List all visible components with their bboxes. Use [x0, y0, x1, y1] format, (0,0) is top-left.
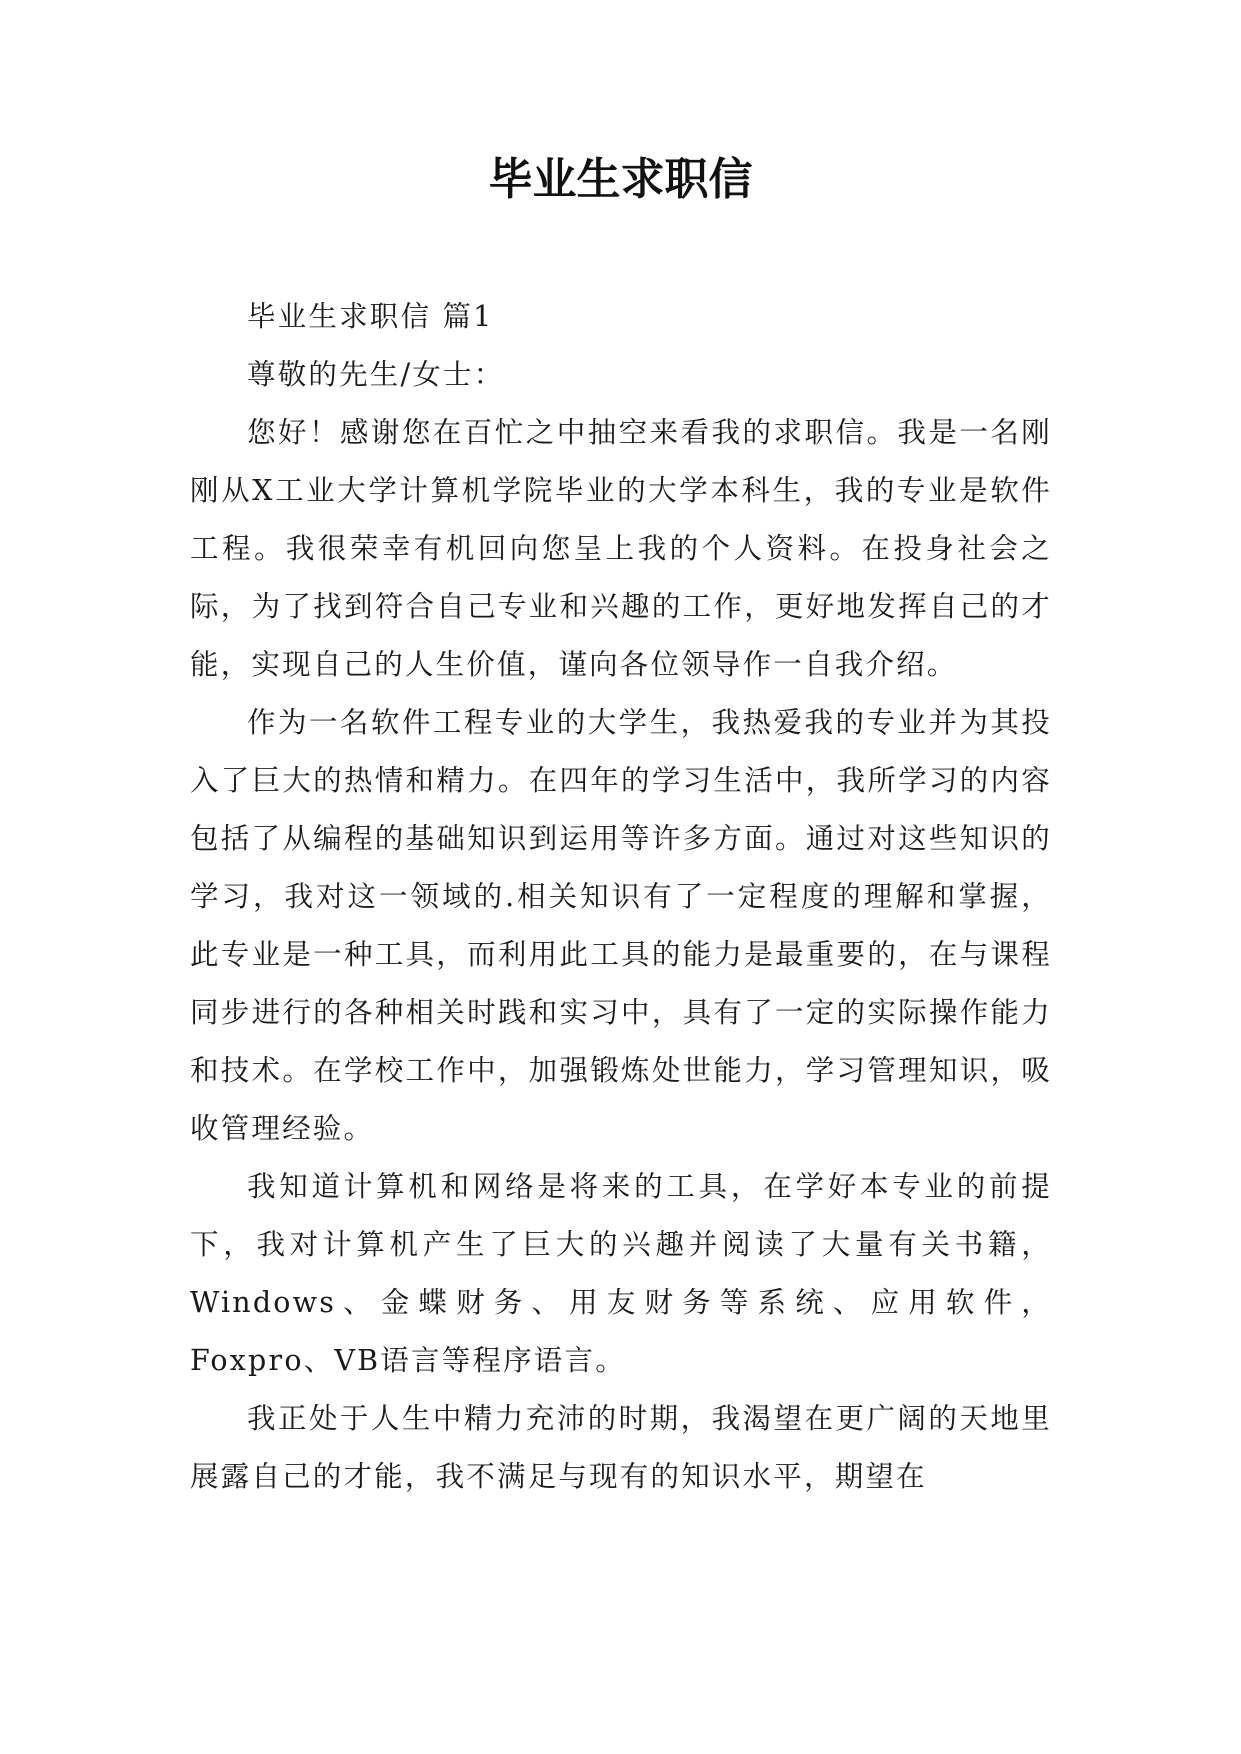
salutation: 尊敬的先生/女士：: [247, 358, 505, 391]
paragraph-major: 作为一名软件工程专业的大学生，我热爱我的专业并为其投入了巨大的热情和精力。在四年的学习生活中，我所学习的内容包括了从编程的基础知识到运用等许多方面。通过对这些知识的学习，我对这一领域的.相关知识有了一定程度的理解和掌握，此专业是一种工具，而利用此工具的能力是最重要的，在与课程同步进行的各种相关时践和实习中，具有了一定的实际操作能力和技术。在学校工作中，加强锻炼处世能力，学习管理知识，吸收管理经验。: [190, 706, 1052, 1145]
paragraph-aspiration: 我正处于人生中精力充沛的时期，我渴望在更广阔的天地里展露自己的才能，我不满足与现有的知识水平，期望在: [190, 1402, 1052, 1493]
document-title: 毕业生求职信: [488, 154, 753, 205]
paragraph-intro: 您好！感谢您在百忙之中抽空来看我的求职信。我是一名刚刚从X工业大学计算机学院毕业的大学本科生，我的专业是软件工程。我很荣幸有机回向您呈上我的个人资料。在投身社会之际，为了找到符合自己专业和兴趣的工作，更好地发挥自己的才能，实现自己的人生价值，谨向各位领导作一自我介绍。: [190, 416, 1052, 681]
letter-body: [190, 288, 1052, 1506]
paragraph-computer-skills: 我知道计算机和网络是将来的工具，在学好本专业的前提下，我对计算机产生了巨大的兴趣并阅读了大量有关书籍，Windows、金蝶财务、用友财务等系统、应用软件，Foxpro、VB语言等程序语言。: [190, 1170, 1052, 1377]
section-heading: 毕业生求职信 篇1: [247, 300, 494, 333]
